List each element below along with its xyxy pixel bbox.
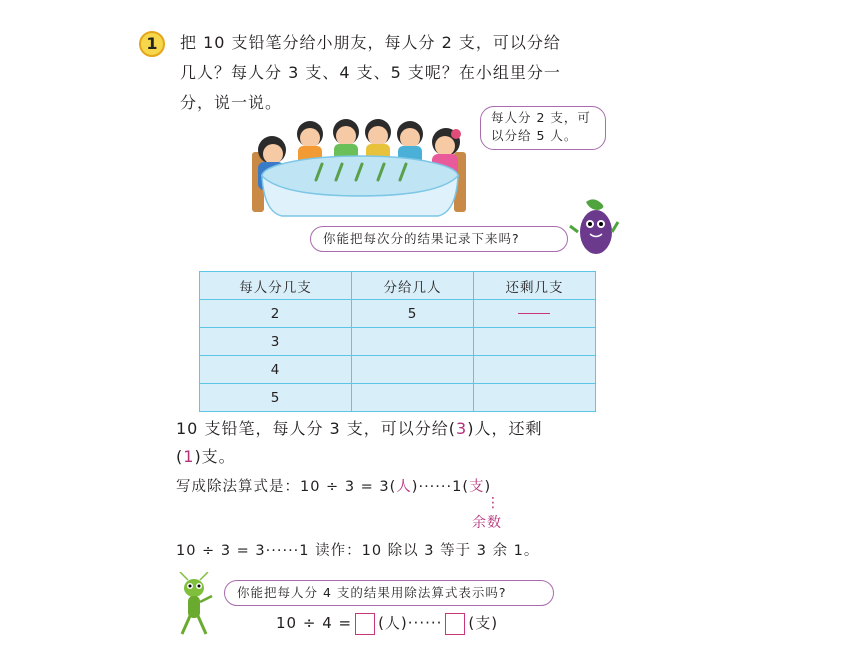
table-cell: 5 bbox=[351, 300, 473, 328]
sentence-text: )人，还剩 bbox=[467, 419, 543, 438]
remainder-answer-box[interactable] bbox=[445, 613, 465, 635]
division-expression-line bbox=[176, 476, 491, 498]
table-row bbox=[200, 356, 596, 384]
table-cell bbox=[351, 328, 473, 356]
problem-line-3: 分，说一说。 bbox=[180, 93, 283, 112]
problem-number-badge: 1 bbox=[139, 31, 165, 57]
remainder-pointer-dots: ⋮ bbox=[486, 495, 500, 511]
sentence-text: )······1( bbox=[411, 479, 469, 495]
answer-value: 1 bbox=[183, 447, 195, 466]
sentence-text: 写成除法算式是：10 ÷ 3 = 3( bbox=[176, 479, 397, 495]
division-reading-line: 10 ÷ 3 = 3······1 读作：10 除以 3 等于 3 余 1。 bbox=[176, 543, 540, 559]
unit-person: 人 bbox=[396, 479, 412, 495]
sentence-text: 10 支铅笔，每人分 3 支，可以分给( bbox=[176, 419, 457, 438]
sentence-share-three bbox=[176, 418, 542, 440]
table-row bbox=[200, 328, 596, 356]
equation-text: 10 ÷ 4 = bbox=[276, 614, 353, 632]
table-cell bbox=[351, 356, 473, 384]
record-table bbox=[199, 271, 596, 412]
table-cell bbox=[473, 328, 595, 356]
equation-text: (支) bbox=[468, 614, 499, 632]
kids-at-table-illustration bbox=[242, 112, 478, 220]
grasshopper-speech-bubble bbox=[224, 580, 554, 606]
sentence-text: ) bbox=[484, 479, 492, 495]
table-header-cell: 还剩几支 bbox=[473, 272, 595, 300]
eggplant-speech-text: 你能把每次分的结果记录下来吗? bbox=[323, 231, 520, 246]
table-header-cell: 分给几人 bbox=[351, 272, 473, 300]
answer-value: 3 bbox=[456, 419, 468, 438]
table-cell bbox=[473, 384, 595, 412]
problem-line-1: 把 10 支铅笔分给小朋友，每人分 2 支，可以分给 bbox=[180, 33, 561, 52]
table-row bbox=[200, 300, 596, 328]
grasshopper-character bbox=[172, 572, 216, 636]
table-row bbox=[200, 384, 596, 412]
table-cell: 2 bbox=[200, 300, 352, 328]
equation-text: (人)······ bbox=[378, 614, 443, 632]
sentence-remainder bbox=[176, 446, 236, 468]
table-cell bbox=[473, 356, 595, 384]
problem-line-2: 几人？每人分 3 支、4 支、5 支呢？在小组里分一 bbox=[180, 63, 561, 82]
no-remainder-dash bbox=[518, 313, 550, 314]
table-cell bbox=[473, 300, 595, 328]
table-header-cell: 每人分几支 bbox=[200, 272, 352, 300]
sentence-text: )支。 bbox=[194, 447, 236, 466]
table-cell: 3 bbox=[200, 328, 352, 356]
fill-in-equation bbox=[276, 612, 498, 635]
table-cell bbox=[351, 384, 473, 412]
eggplant-character bbox=[568, 196, 620, 258]
table-header-row bbox=[200, 272, 596, 300]
quotient-answer-box[interactable] bbox=[355, 613, 375, 635]
kid-speech-line-1: 每人分 2 支，可 bbox=[491, 110, 591, 125]
eggplant-speech-bubble bbox=[310, 226, 568, 252]
sentence-text: ( bbox=[176, 447, 184, 466]
grasshopper-speech-text: 你能把每人分 4 支的结果用除法算式表示吗? bbox=[237, 585, 507, 600]
kid-speech-bubble bbox=[480, 106, 606, 150]
remainder-label: 余数 bbox=[472, 515, 502, 531]
table-cell: 4 bbox=[200, 356, 352, 384]
kid-speech-line-2: 以分给 5 人。 bbox=[491, 128, 578, 143]
table-cell: 5 bbox=[200, 384, 352, 412]
unit-stick: 支 bbox=[469, 479, 485, 495]
